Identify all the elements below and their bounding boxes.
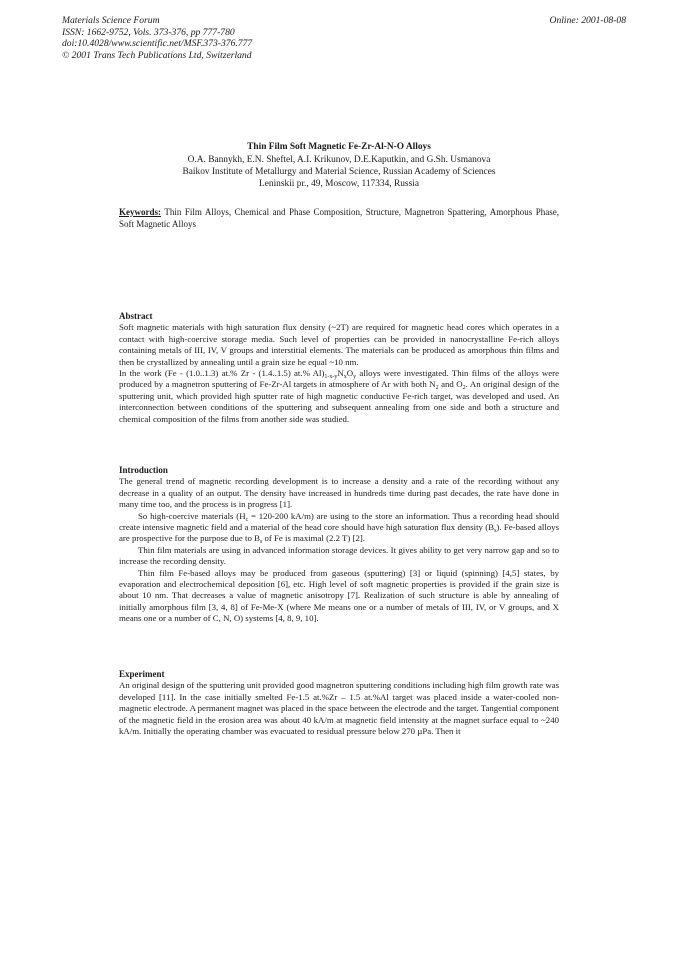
affiliation-line-2: Leninskii pr., 49, Moscow, 117334, Russia bbox=[259, 179, 419, 189]
abstract-paragraph-1: Soft magnetic materials with high saturation flux density (~2T) are required for magnetic head cores which operates in a contact with high-coercive storage media. Such level of properties can be provided in nanocrystalline Fe-rich alloys containing metals of III, IV, V groups and interstitial elements. The materials can be produced as amorphous thin films and then be crystallized by annealing until a grain size be equal ~10 nm. bbox=[119, 322, 559, 367]
experiment-paragraph-1: An original design of the sputtering unit provided good magnetron sputtering conditions including high film growth rate was developed [11]. In the case initially smelted Fe-1.5 at.%Zr – 1.5 at.%Al target was placed inside a water-cooled non-magnetic electrode. A permanent magnet was placed in the space between the electrode and the target. Tangential component of the magnetic field in the erosion area was about 40 kA/m at magnetic field intensity at the magnet surface equal to ~240 kA/m. Initially the operating chamber was evacuated to residual pressure below 270 µPa. Then it bbox=[119, 680, 559, 737]
doi-line[interactable]: doi:10.4028/www.scientific.net/MSF.373-376.777 bbox=[62, 38, 253, 49]
affiliation-line-1: Baikov Institute of Metallurgy and Material Science, Russian Academy of Sciences bbox=[182, 167, 496, 177]
authors: O.A. Bannykh, E.N. Sheftel, A.I. Krikunov, D.E.Kaputkin, and G.Sh. Usmanova bbox=[187, 155, 491, 165]
abstract-paragraph-2: In the work (Fe - (1.0..1.3) at.% Zr - (1.4..1.5) at.% $Al)_{1-x-y}N_xO_y$ alloys were investigated. Thin films of the alloys were produced by a magnetron sputtering of Fe-Zr-Al targets in atmosphere of Ar with both $N_2$ and $O_2$. An original design of the sputtering unit, which provided high sputter rate of high magnetic conductive Fe-rich target, was developed and used. An interconnection between conditions of the sputtering and subsequent annealing from one side and both a structure and chemical composition of the films from another side was studied. bbox=[119, 368, 560, 424]
keywords bbox=[119, 206, 559, 230]
introduction-paragraph-1: The general trend of magnetic recording development is to increase a density and a rate of the recording without any decrease in a quality of an output. The density have increased in hundreds time during past decades, the rate have done in many time too, and the process is in progress [1]. bbox=[119, 476, 559, 510]
journal-name: Materials Science Forum bbox=[62, 15, 160, 26]
experiment-section bbox=[119, 669, 559, 737]
abstract-section bbox=[119, 311, 559, 425]
introduction-heading: Introduction bbox=[119, 465, 168, 475]
introduction-paragraph-4: Thin film Fe-based alloys may be produced from gaseous (sputtering) [3] or liquid (spinning) [4,5] states, by evaporation and electrochemical deposition [6], etc. High level of soft magnetic properties is provided if the grain size is about 10 nm. That decreases a value of magnetic anisotropy [7]. Realization of such structure is able by annealing of initially amorphous film [3, 4, 8] of Fe-Me-X (where Me means one or a number of metals of III, IV, or V groups, and X means one or a number of C, N, O) systems [4, 8, 9, 10]. bbox=[119, 567, 559, 624]
online-date: Online: 2001-08-08 bbox=[549, 15, 626, 26]
introduction-paragraph-3: Thin film materials are using in advanced information storage devices. It gives ability to get very narrow gap and so to increase the recording density. bbox=[119, 544, 559, 567]
copyright-line: © 2001 Trans Tech Publications Ltd, Switzerland bbox=[62, 49, 252, 61]
paper-title: Thin Film Soft Magnetic Fe-Zr-Al-N-O Alloys bbox=[247, 142, 431, 152]
issn-line: ISSN: 1662-9752, Vols. 373-376, pp 777-780 bbox=[62, 26, 235, 38]
journal-header bbox=[62, 15, 626, 61]
introduction-section bbox=[119, 465, 559, 625]
author-block bbox=[0, 154, 678, 190]
experiment-heading: Experiment bbox=[119, 669, 165, 679]
keywords-label: Keywords: bbox=[119, 207, 161, 217]
keywords-text: Thin Film Alloys, Chemical and Phase Composition, Structure, Magnetron Spattering, Amorphous Phase, Soft Magnetic Alloys bbox=[119, 207, 559, 229]
abstract-heading: Abstract bbox=[119, 311, 153, 321]
introduction-paragraph-2: So high-coercive materials ($H_c = 120-200$ kA/m) are using to the store an information. Thus a recording head should create intensive magnetic field and a material of the head core should have high saturation flux density $(B_s)$. Fe-based alloys are prospective for the purpose due to $B_s$ of Fe is maximal (2.2 T) [2]. bbox=[119, 510, 560, 546]
